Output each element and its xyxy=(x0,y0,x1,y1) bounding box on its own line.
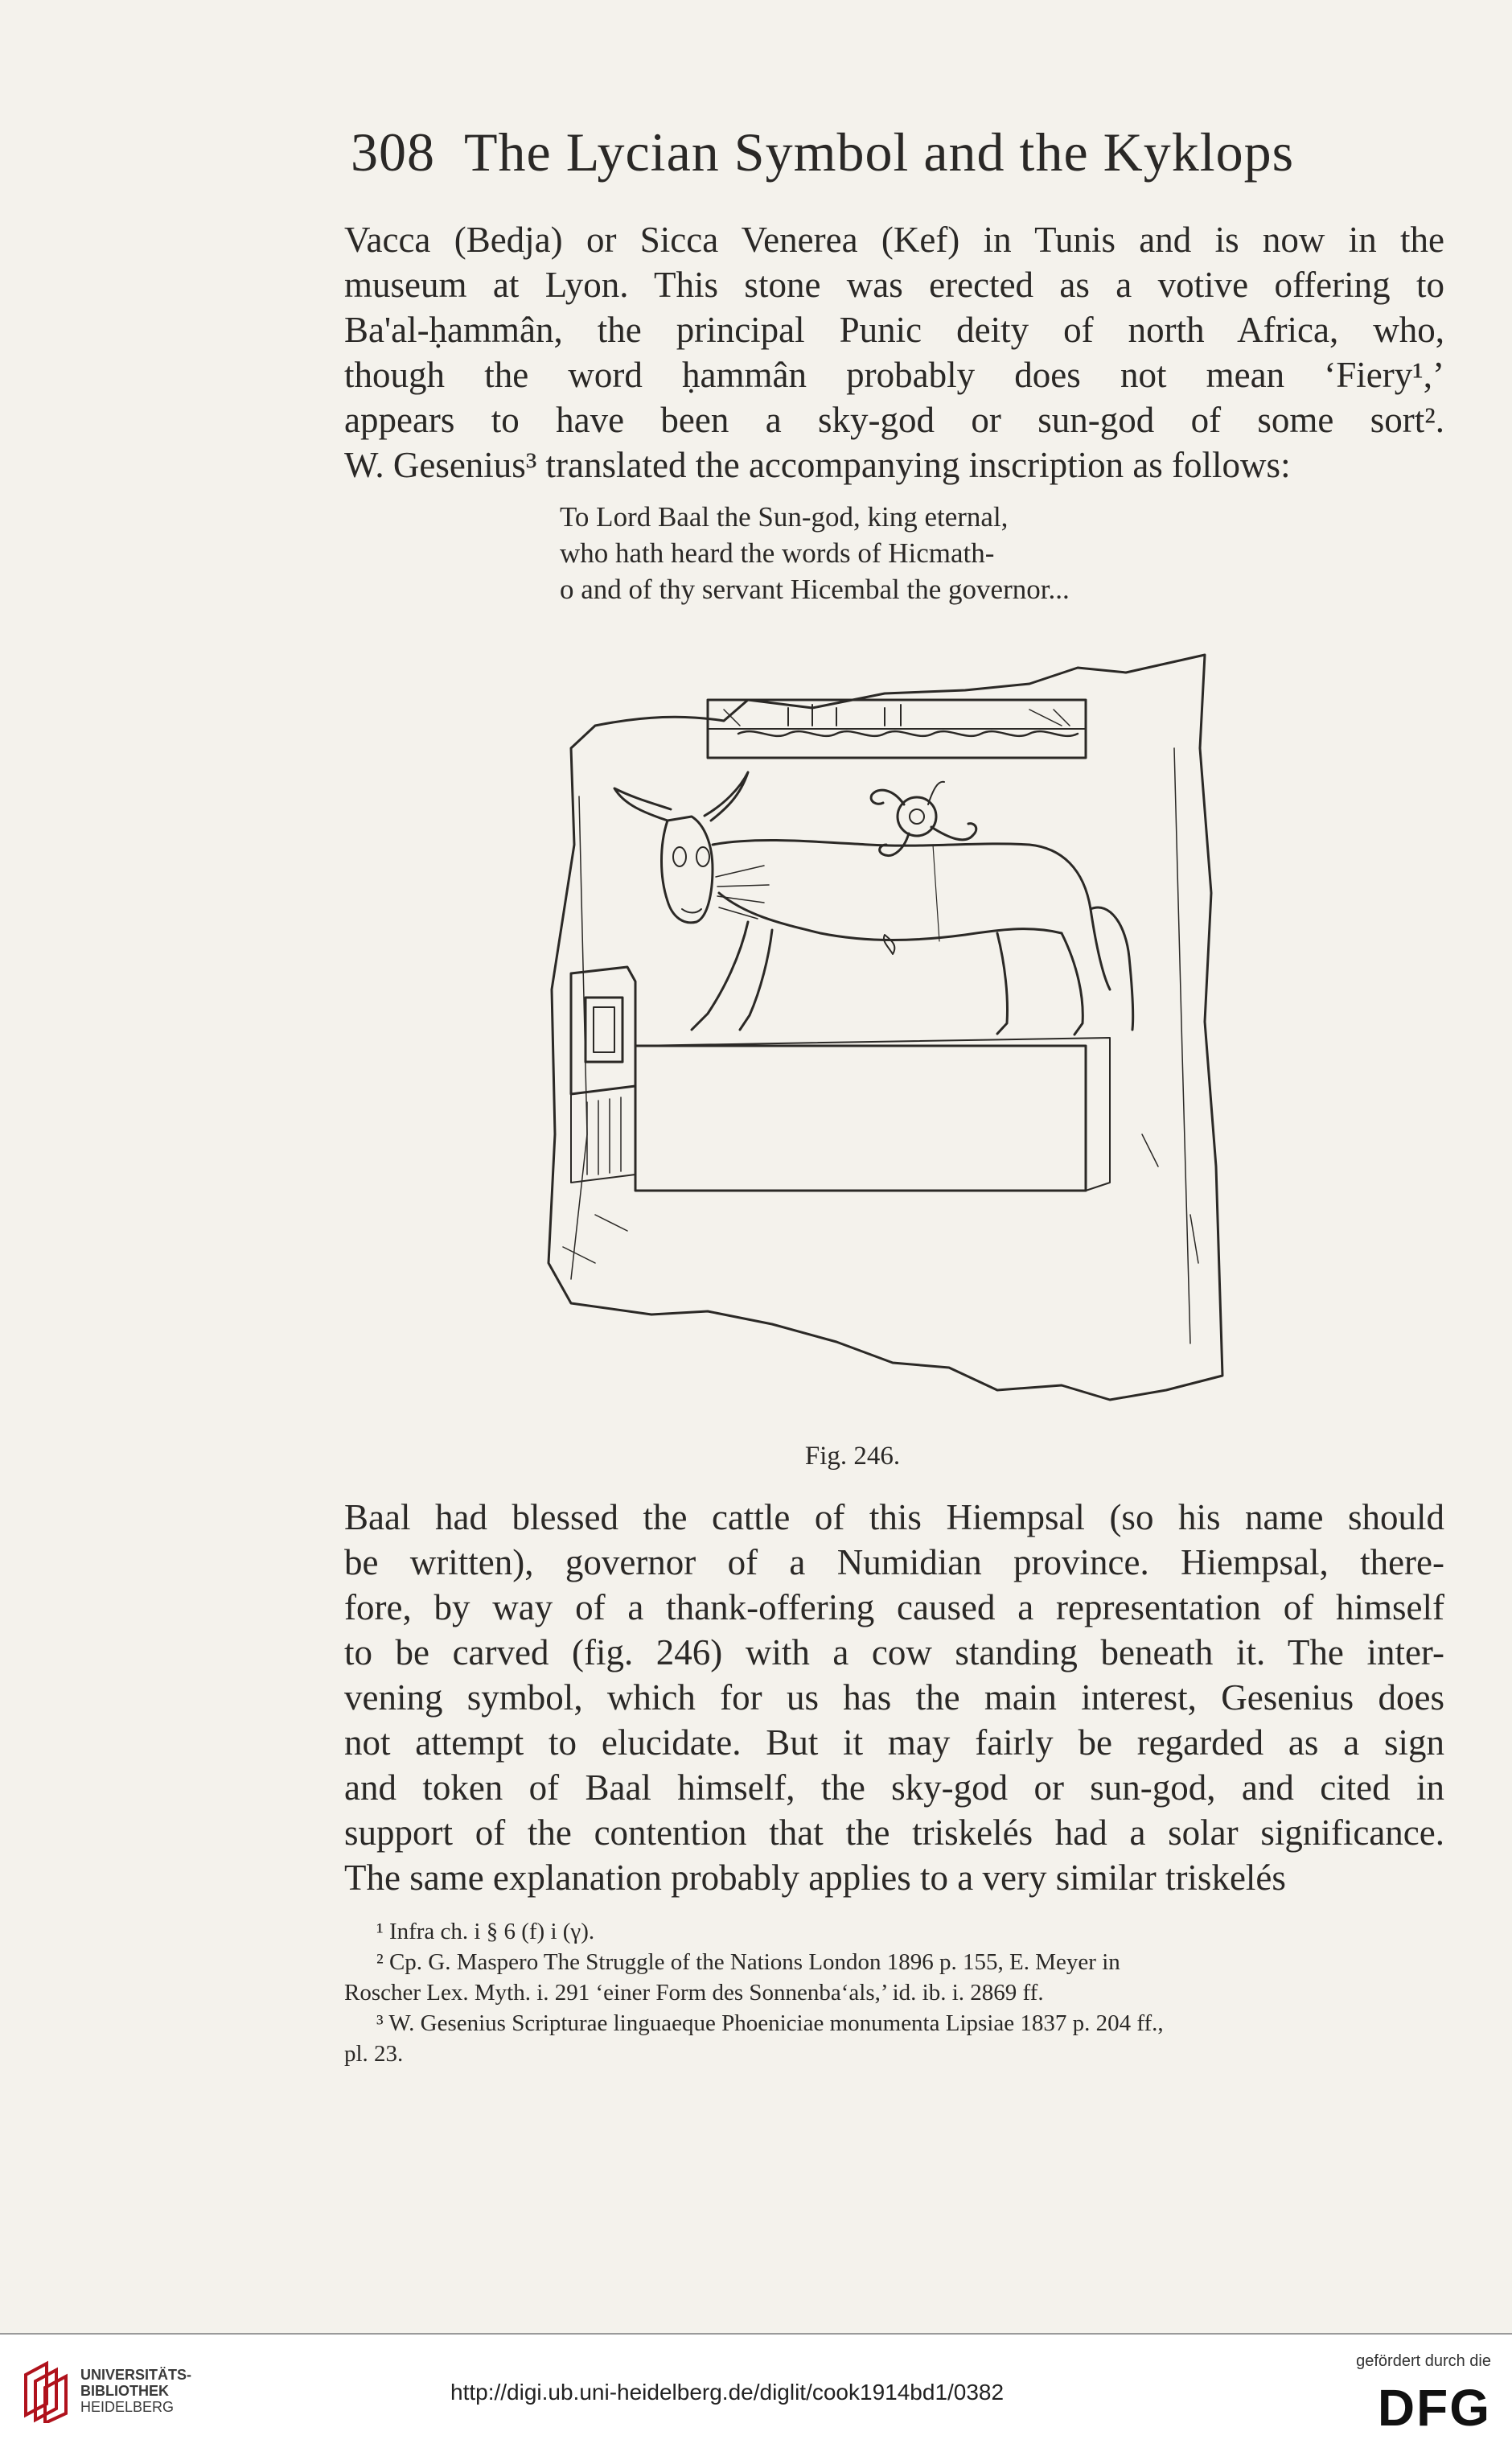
text-line: to be carved (fig. 246) with a cow standing beneath it. The inter- xyxy=(344,1632,1444,1672)
page-number: 308 xyxy=(351,121,435,183)
library-line: UNIVERSITÄTS- xyxy=(80,2367,192,2383)
text-line: vening symbol, which for us has the main interest, Gesenius does xyxy=(344,1677,1444,1718)
plinth xyxy=(635,1046,1086,1191)
text-line: though the word ḥammân probably does not mean ‘Fiery¹,’ xyxy=(344,355,1444,395)
digitization-footer xyxy=(0,2333,1512,2448)
text-line: fore, by way of a thank-offering caused a representation of himself xyxy=(344,1587,1444,1627)
library-name xyxy=(80,2367,191,2415)
footnote: ³ W. Gesenius Scripturae linguaeque Phoeniciae monumenta Lipsiae 1837 p. 204 ff., xyxy=(376,2010,1164,2036)
library-line: BIBLIOTHEK xyxy=(80,2383,169,2399)
paragraph-1 xyxy=(344,217,1444,488)
permalink-url[interactable]: http://digi.ub.uni-heidelberg.de/diglit/cook1914bd1/0382 xyxy=(450,2380,1005,2405)
running-header xyxy=(351,121,1444,184)
footnote: ¹ Infra ch. i § 6 (f) i (γ). xyxy=(376,1919,595,1944)
text-line: support of the contention that the triskelés had a solar significance. xyxy=(344,1812,1444,1853)
footnote: ² Cp. G. Maspero The Struggle of the Nations London 1896 p. 155, E. Meyer in xyxy=(376,1949,1120,1975)
inscription-quote xyxy=(560,499,1284,607)
library-line: HEIDELBERG xyxy=(80,2399,175,2415)
figure-caption: Fig. 246. xyxy=(804,1442,901,1471)
text-line: Vacca (Bedja) or Sicca Venerea (Kef) in Tunis and is now in the xyxy=(344,220,1444,260)
paragraph-2 xyxy=(344,1495,1444,1900)
page-title: The Lycian Symbol and the Kyklops xyxy=(464,121,1295,183)
footnote-continuation: Roscher Lex. Myth. i. 291 ‘einer Form des Sonnenba‘als,’ id. ib. i. 2869 ff. xyxy=(344,1980,1044,2006)
altar xyxy=(571,967,635,1183)
text-line: Ba'al-ḥammân, the principal Punic deity of north Africa, who, xyxy=(344,310,1444,350)
text-line: Baal had blessed the cattle of this Hiempsal (so his name should xyxy=(344,1497,1444,1537)
quote-line: o and of thy servant Hicembal the governor... xyxy=(560,574,1070,605)
text-line: W. Gesenius³ translated the accompanying inscription as follows: xyxy=(344,445,1291,485)
ub-heidelberg-logo-icon[interactable] xyxy=(18,2359,74,2423)
footnote-continuation: pl. 23. xyxy=(344,2041,404,2067)
dfg-logo[interactable]: DFG xyxy=(1377,2379,1491,2437)
cow-figure xyxy=(614,772,1133,1035)
text-line: The same explanation probably applies to a very similar triskelés xyxy=(344,1858,1286,1898)
footnotes xyxy=(344,1916,1444,2069)
text-line: not attempt to elucidate. But it may fairly be regarded as a sign xyxy=(344,1722,1444,1763)
stone-outline xyxy=(549,655,1222,1400)
quote-line: To Lord Baal the Sun-god, king eternal, xyxy=(560,501,1009,533)
stele-illustration xyxy=(547,652,1255,1416)
text-line: and token of Baal himself, the sky-god or sun-god, and cited in xyxy=(344,1767,1444,1808)
text-line: be written), governor of a Numidian province. Hiempsal, there- xyxy=(344,1542,1444,1582)
text-line: appears to have been a sky-god or sun-god of some sort². xyxy=(344,400,1444,440)
funding-label: gefördert durch die xyxy=(1356,2352,1491,2370)
quote-line: who hath heard the words of Hicmath- xyxy=(560,537,995,569)
text-line: museum at Lyon. This stone was erected as a votive offering to xyxy=(344,265,1444,305)
